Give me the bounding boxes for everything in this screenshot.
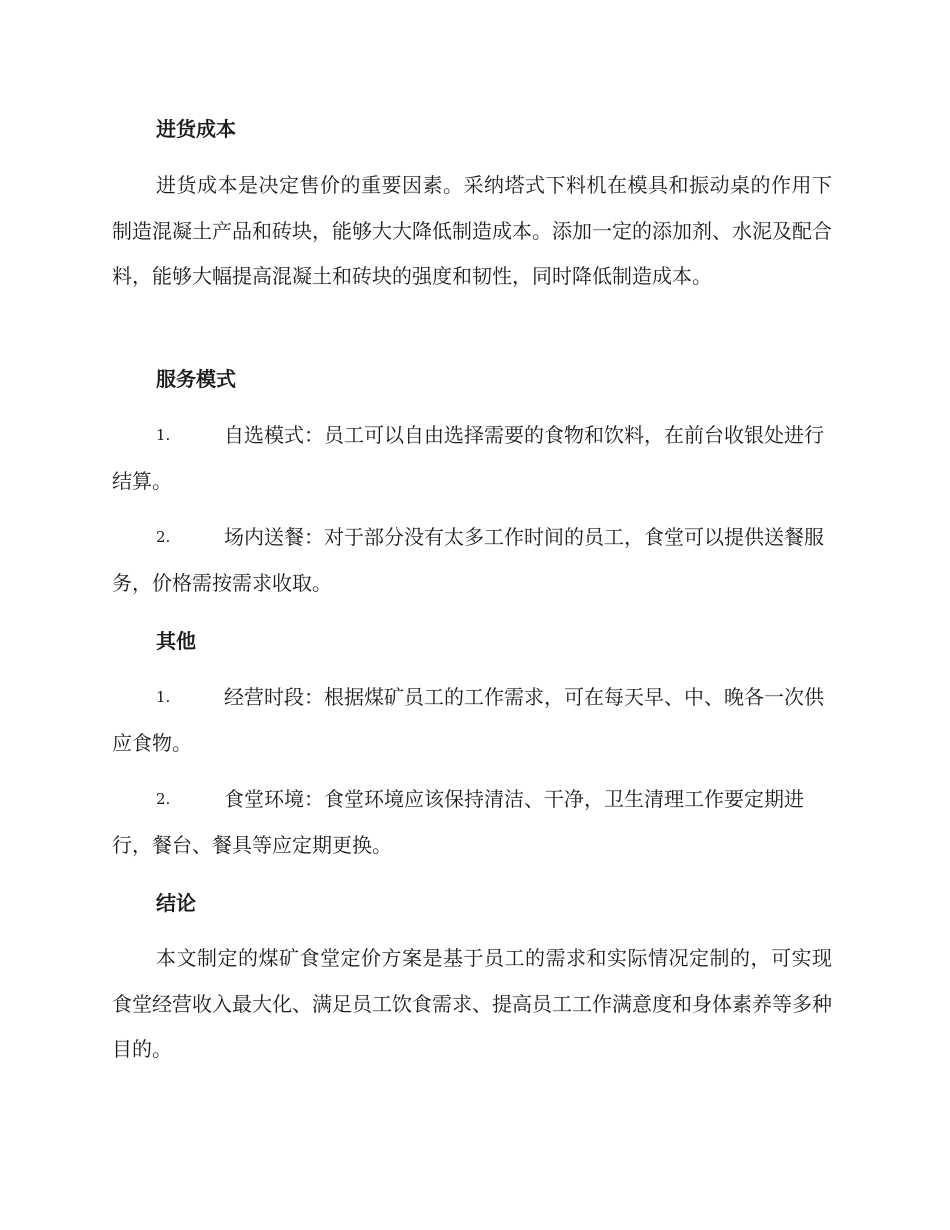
list-item-text: 场内送餐：对于部分没有太多工作时间的员工，食堂可以提供送餐服务，价格需按需求收取。: [112, 525, 824, 595]
section-paragraph-cost: 进货成本是决定售价的重要因素。采纳塔式下料机在模具和振动桌的作用下制造混凝土产品和砖块，能够大大降低制造成本。添加一定的添加剂、水泥及配合料，能够大幅提高混凝土和砖块的强度和韧性，同时降低制造成本。: [112, 173, 832, 288]
section-heading-conclusion: 结论: [156, 891, 196, 915]
section-paragraph-conclusion: 本文制定的煤矿食堂定价方案是基于员工的需求和实际情况定制的，可实现食堂经营收入最大化、满足员工饮食需求、提高员工工作满意度和身体素养等多种目的。: [112, 946, 832, 1061]
list-item-number: 2.: [156, 790, 171, 808]
list-item-number: 1.: [156, 688, 171, 706]
section-heading-cost: 进货成本: [156, 117, 236, 141]
list-item-number: 1.: [156, 426, 171, 444]
list-item: [112, 413, 832, 504]
section-heading-service: 服务模式: [156, 367, 236, 391]
list-item-number: 2.: [156, 528, 171, 546]
section-heading-other: 其他: [156, 629, 196, 653]
list-item-text: 自选模式：员工可以自由选择需要的食物和饮料，在前台收银处进行结算。: [112, 423, 824, 493]
list-item: [112, 515, 832, 606]
list-item: [112, 777, 832, 868]
list-item-text: 食堂环境：食堂环境应该保持清洁、干净，卫生清理工作要定期进行，餐台、餐具等应定期更换。: [112, 787, 804, 857]
list-item-text: 经营时段：根据煤矿员工的工作需求，可在每天早、中、晚各一次供应食物。: [112, 685, 824, 755]
list-item: [112, 675, 832, 766]
